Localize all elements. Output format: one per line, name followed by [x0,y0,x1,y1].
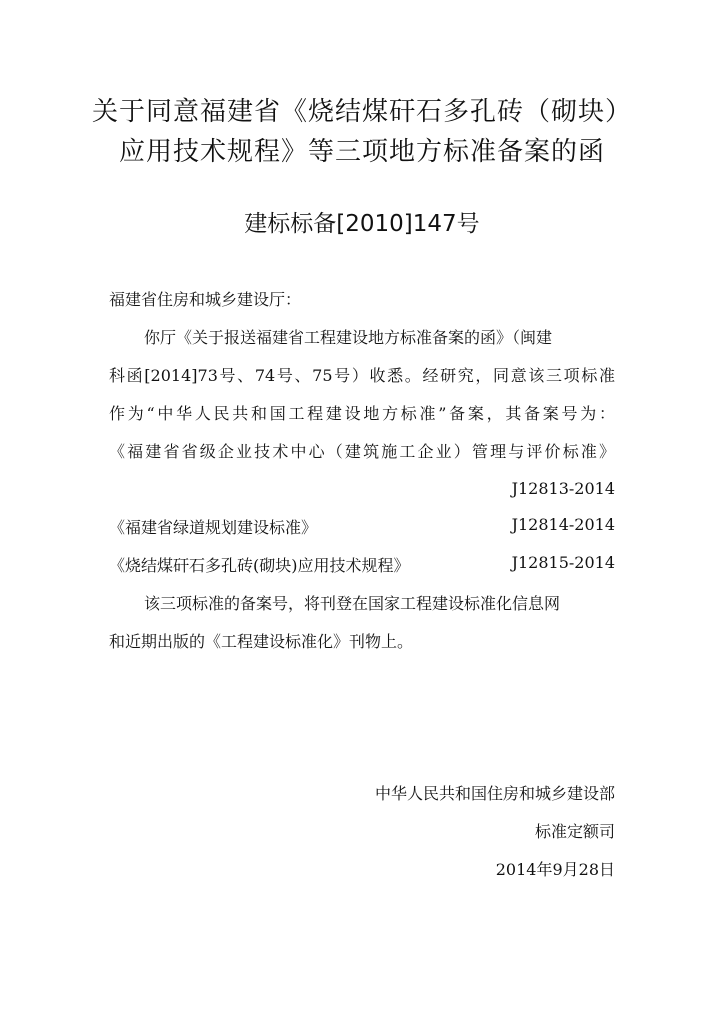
standard-2-name: 《福建省绿道规划建设标准》 [109,518,318,537]
title-line-2: 应用技术规程》等三项地方标准备案的函 [118,137,605,167]
body-line-2: 科函[2014]73号、74号、75号）收悉。经研究，同意该三项标准 [109,366,615,385]
signature-dept: 标准定额司 [534,822,615,841]
signature-org: 中华人民共和国住房和城乡建设部 [374,784,615,803]
salutation: 福建省住房和城乡建设厅： [109,290,302,309]
signature-date: 2014年9月28日 [495,860,615,879]
standard-1-code: J12813-2014 [511,479,615,498]
document-number: 建标标备[2010]147号 [244,211,480,237]
standard-3-code: J12815-2014 [511,553,615,572]
title-line-1: 关于同意福建省《烧结煤矸石多孔砖（砌块） [91,97,632,127]
standard-2-code: J12814-2014 [511,515,615,534]
body-line-3: 作为“中华人民共和国工程建设地方标准”备案，其备案号为： [109,404,615,423]
standard-1-name: 《福建省省级企业技术中心（建筑施工企业）管理与评价标准》 [109,442,615,461]
body-line-1: 你厅《关于报送福建省工程建设地方标准备案的函》（闽建 [144,328,553,347]
standard-3-name: 《烧结煤矸石多孔砖(砌块)应用技术规程》 [109,556,410,575]
closing-line-2: 和近期出版的《工程建设标准化》刊物上。 [109,632,414,651]
closing-line-1: 该三项标准的备案号，将刊登在国家工程建设标准化信息网 [144,594,561,613]
